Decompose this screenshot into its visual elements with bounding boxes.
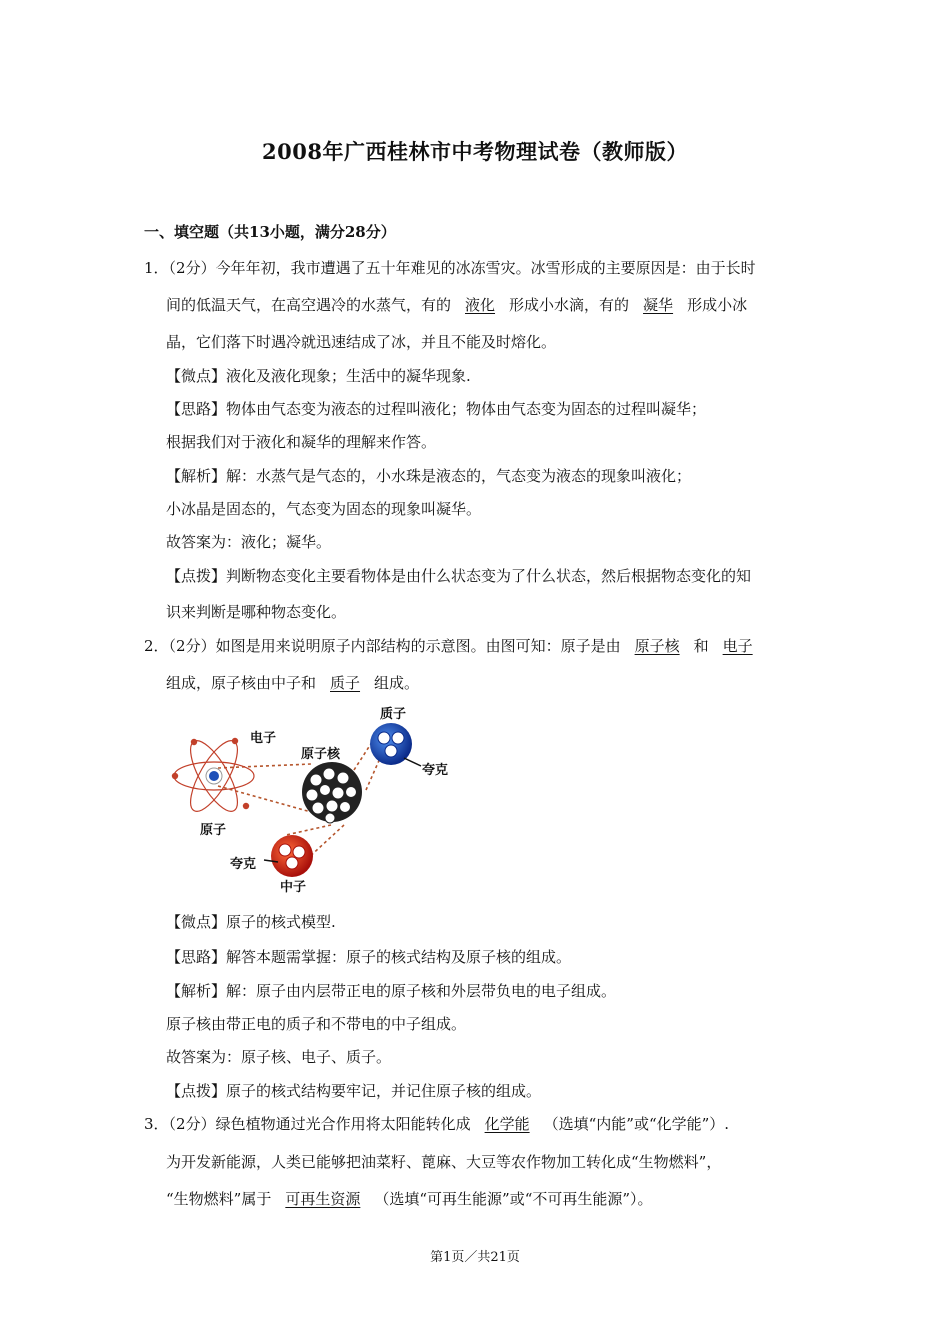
- nucleus-cluster: [302, 762, 362, 823]
- page-title: 2008年广西桂林市中考物理试卷（教师版）: [262, 139, 688, 164]
- label-atom: 原子: [200, 823, 227, 838]
- q2-text: 和: [693, 637, 709, 655]
- q1-jiexi-1: 【解析】解：水蒸气是气态的，小水珠是液态的，气态变为液态的现象叫液化；: [166, 467, 692, 485]
- q2-weidian: 【微点】原子的核式模型.: [166, 913, 336, 931]
- label-quark-2: 夸克: [230, 857, 257, 872]
- proton-ball: [370, 723, 421, 766]
- q3-stem-line1: [144, 1113, 729, 1134]
- q2-text: 组成。: [374, 674, 420, 692]
- q1-stem-line1: 1．（2分）今年年初，我市遭遇了五十年难见的冰冻雪灾。冰雪形成的主要原因是：由于长时: [144, 259, 756, 277]
- atom-nucleus-dot: [209, 771, 219, 781]
- atom-diagram: [166, 700, 466, 900]
- q2-answer-blank-1: 原子核: [634, 637, 680, 655]
- q3-answer-blank-2: 可再生资源: [285, 1190, 361, 1208]
- q2-stem-line1: [144, 635, 767, 656]
- q1-answer: 故答案为：液化；凝华。: [166, 533, 332, 551]
- q1-weidian: 【微点】液化及液化现象；生活中的凝华现象.: [166, 367, 471, 385]
- q1-stem-line2: [166, 294, 747, 315]
- q2-silu: 【思路】解答本题需掌握：原子的核式结构及原子核的组成。: [166, 948, 572, 966]
- label-proton: 质子: [380, 707, 407, 722]
- label-quark-1: 夸克: [422, 763, 449, 778]
- q2-jiexi-1: 【解析】解：原子由内层带正电的原子核和外层带负电的电子组成。: [166, 982, 617, 1000]
- q1-jiexi-2: 小冰晶是固态的，气态变为固态的现象叫凝华。: [166, 500, 482, 518]
- q2-answer: 故答案为：原子核、电子、质子。: [166, 1048, 392, 1066]
- q1-text: 间的低温天气，在高空遇冷的水蒸气，有的: [166, 296, 452, 314]
- q2-stem-line2: [166, 672, 419, 693]
- q1-dianbo-1: 【点拨】判断物态变化主要看物体是由什么状态变为了什么状态，然后根据物态变化的知: [166, 567, 752, 585]
- q2-dianbo: 【点拨】原子的核式结构要牢记，并记住原子核的组成。: [166, 1082, 542, 1100]
- q1-answer-blank-1: 液化: [465, 296, 496, 314]
- q2-text: 组成，原子核由中子和: [166, 674, 317, 692]
- q2-text: 2．（2分）如图是用来说明原子内部结构的示意图。由图可知：原子是由: [144, 637, 621, 655]
- q1-answer-blank-2: 凝华: [643, 296, 674, 314]
- q3-text: （选填“可再生能源”或“不可再生能源”）。: [374, 1190, 653, 1208]
- q2-jiexi-2: 原子核由带正电的质子和不带电的中子组成。: [166, 1015, 467, 1033]
- q1-text: 形成小冰: [687, 296, 748, 314]
- q1-text: 形成小水滴，有的: [509, 296, 630, 314]
- q1-dianbo-2: 识来判断是哪种物态变化。: [166, 603, 347, 621]
- q3-stem-line3: [166, 1188, 653, 1209]
- q1-silu-2: 根据我们对于液化和凝华的理解来作答。: [166, 433, 437, 451]
- q1-stem-line3: 晶，它们落下时遇冷就迅速结成了冰，并且不能及时熔化。: [166, 333, 557, 351]
- q3-text: 3．（2分）绿色植物通过光合作用将太阳能转化成: [144, 1115, 471, 1133]
- q3-text: （选填“内能”或“化学能”）.: [543, 1115, 730, 1133]
- atom-structure-figure: [166, 700, 466, 900]
- q1-silu-1: 【思路】物体由气态变为液态的过程叫液化；物体由气态变为固态的过程叫凝华；: [166, 400, 707, 418]
- label-nucleus: 原子核: [301, 747, 341, 762]
- label-neutron: 中子: [280, 880, 307, 895]
- page-footer: 第1页／共21页: [430, 1250, 520, 1265]
- q3-text: “生物燃料”属于: [166, 1190, 272, 1208]
- q3-stem-line2: 为开发新能源，人类已能够把油菜籽、蓖麻、大豆等农作物加工转化成“生物燃料”，: [166, 1153, 722, 1171]
- q2-answer-blank-2: 电子: [722, 637, 753, 655]
- q3-answer-blank-1: 化学能: [484, 1115, 530, 1133]
- q2-answer-blank-3: 质子: [330, 674, 361, 692]
- section-heading: 一、填空题（共13小题，满分28分）: [144, 223, 396, 241]
- neutron-ball: [264, 835, 313, 877]
- label-electron: 电子: [250, 731, 277, 746]
